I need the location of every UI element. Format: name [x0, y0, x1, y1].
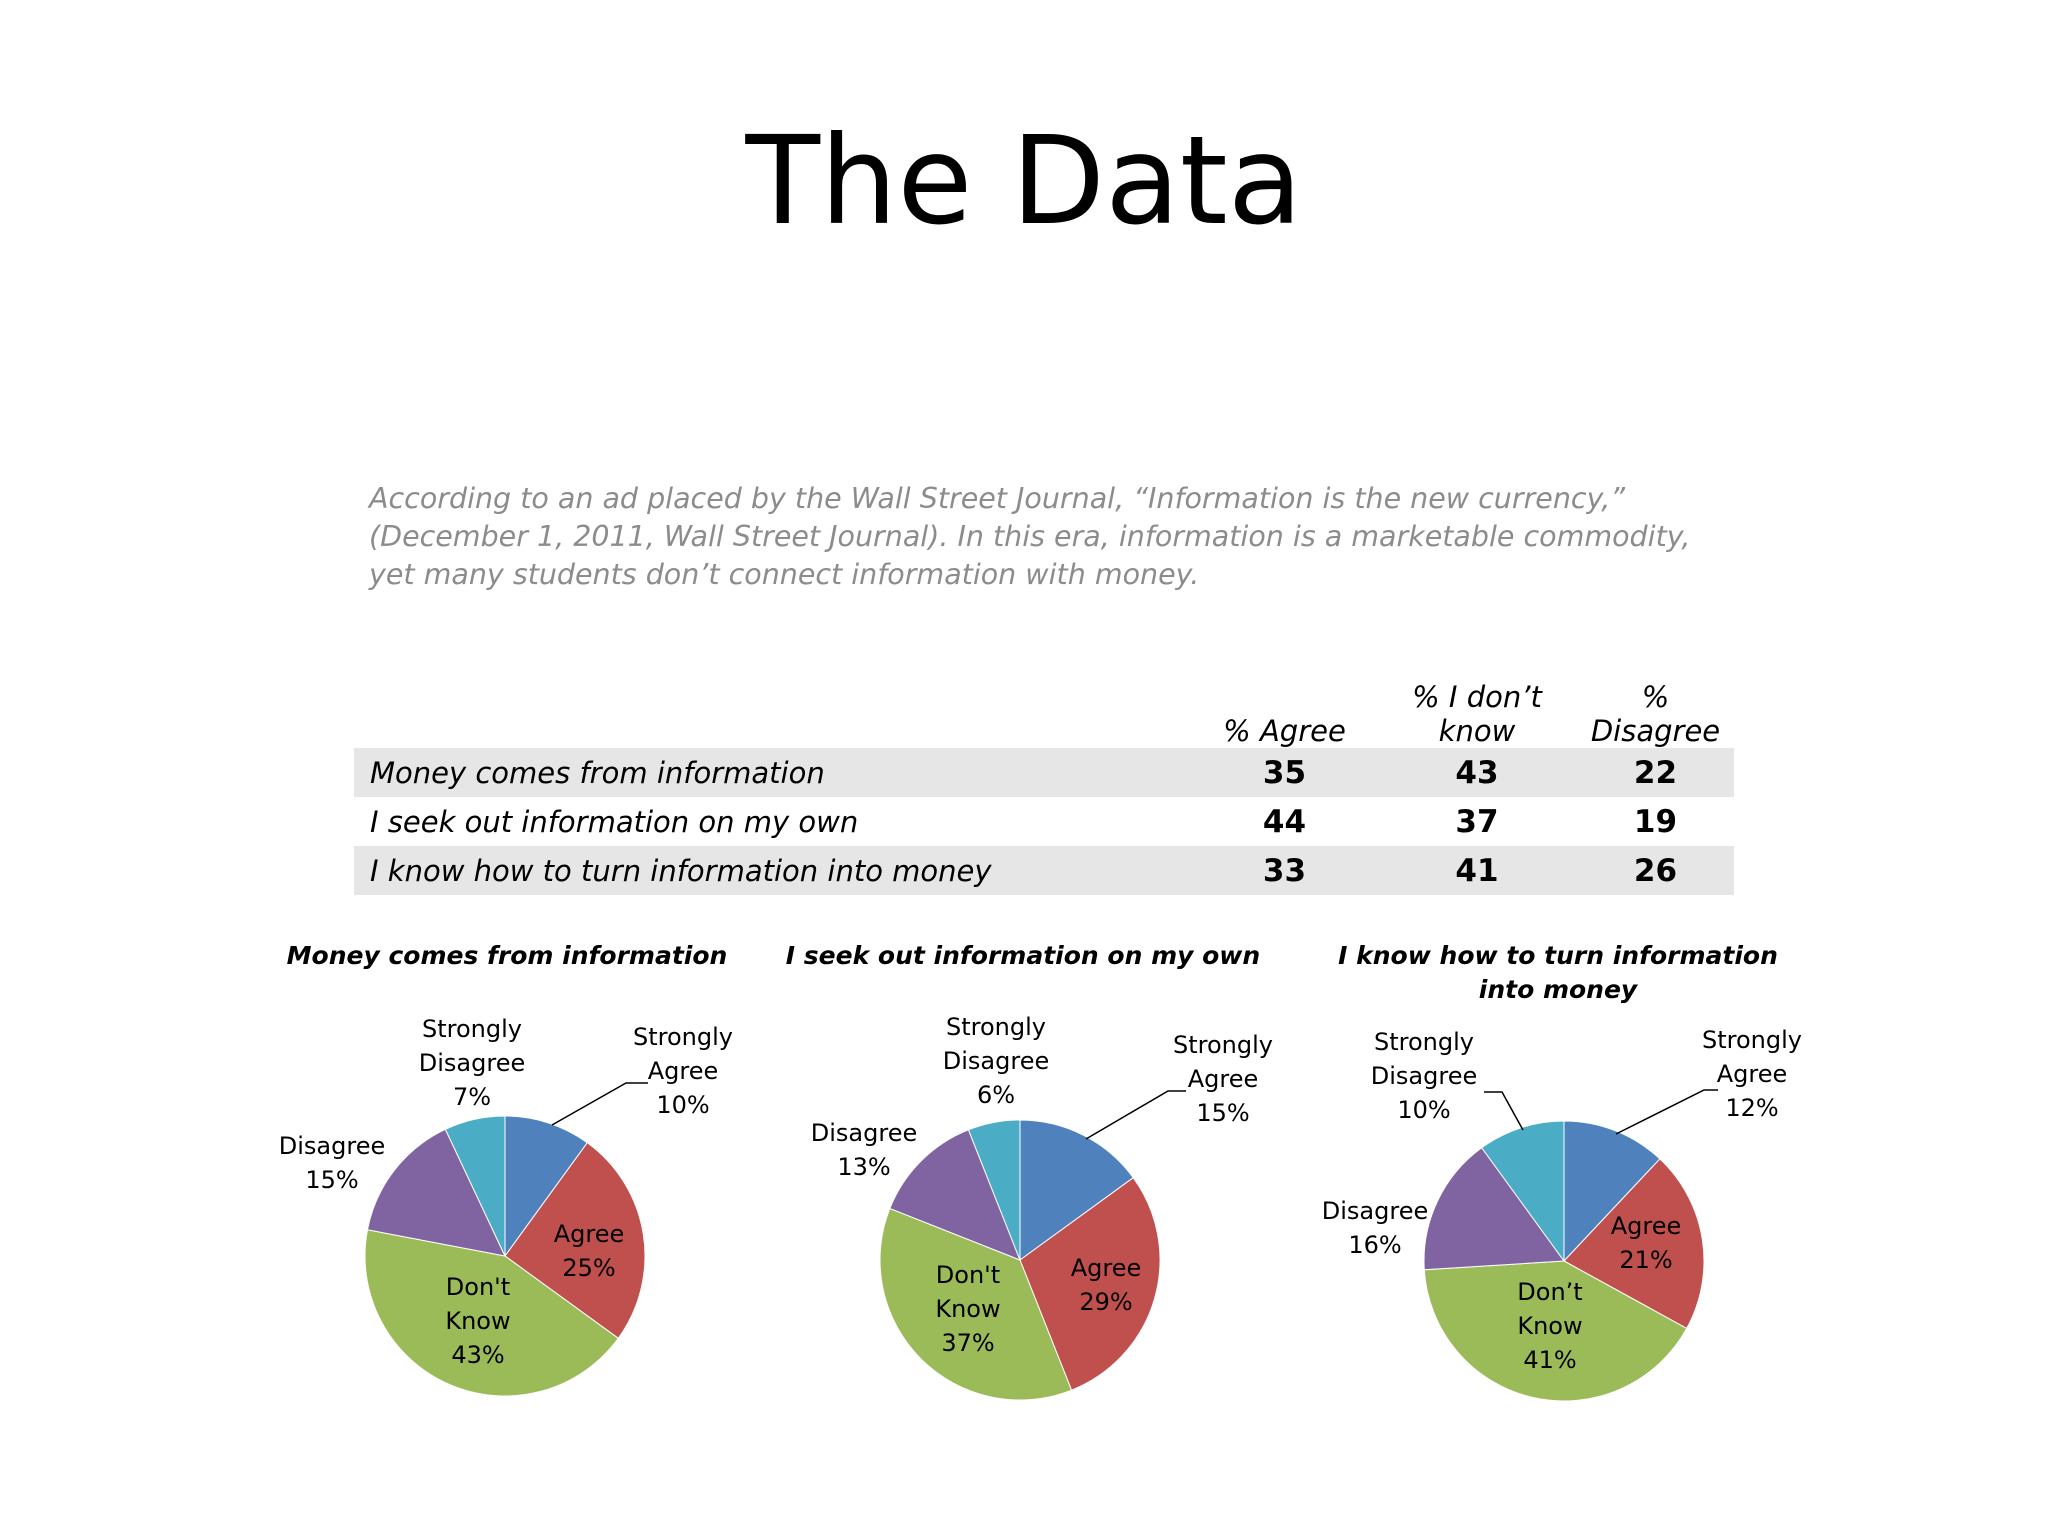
pie-3-leader-line — [1616, 1090, 1718, 1134]
table-header-agree: % Agree — [1223, 714, 1346, 748]
pie-1-leader-line — [552, 1083, 648, 1125]
slide-title: The Data — [745, 110, 1303, 252]
pie-1-label-strongly-disagree: Strongly Disagree 7% — [418, 1015, 526, 1111]
row-statement: I seek out information on my own — [370, 804, 859, 839]
intro-paragraph: According to an ad placed by the Wall Street Journal, “Information is the new currency,” (December 1, 2011, Wall Street Journal). In this era, information is a marketable commodity, yet many students don’t connect information with money. — [369, 482, 1691, 591]
pie-1-label-disagree: Disagree 15% — [278, 1132, 386, 1194]
pie-3-label-agree: Agree 21% — [1610, 1212, 1682, 1274]
pie-1-label-agree: Agree 25% — [553, 1220, 625, 1282]
row-statement: I know how to turn information into money — [354, 846, 1192, 895]
pie-chart-1 — [279, 1015, 733, 1396]
row-dont-know: 37 — [1455, 803, 1499, 840]
pie-chart-2 — [811, 1013, 1273, 1400]
pie-2-label-agree: Agree 29% — [1070, 1254, 1142, 1316]
table-header-disagree: % Disagree — [1590, 680, 1721, 748]
pie-2-label-strongly-agree: Strongly Agree 15% — [1173, 1031, 1273, 1127]
pie-2-label-strongly-disagree: Strongly Disagree 6% — [942, 1013, 1050, 1109]
pie-1-title: Money comes from information — [286, 941, 728, 970]
row-agree: 44 — [1262, 803, 1307, 840]
row-disagree: 26 — [1577, 846, 1734, 895]
pie-2-label-disagree: Disagree 13% — [810, 1119, 918, 1181]
pie-3-title: I know how to turn information into money — [1338, 941, 1778, 1004]
row-dont-know: 43 — [1377, 748, 1577, 797]
pie-1-label-strongly-agree: Strongly Agree 10% — [633, 1023, 733, 1119]
pie-2-leader-line — [1086, 1091, 1186, 1139]
pie-1-label-dont-know: Don't Know 43% — [445, 1273, 511, 1369]
pie-2-label-dont-know: Don't Know 37% — [935, 1261, 1001, 1357]
row-disagree: 19 — [1633, 803, 1678, 840]
row-dont-know: 41 — [1377, 846, 1577, 895]
row-disagree: 22 — [1577, 748, 1734, 797]
pie-3-label-dont-know: Don’t Know 41% — [1517, 1278, 1583, 1374]
pie-2-title: I seek out information on my own — [785, 941, 1261, 970]
pie-3-label-disagree: Disagree 16% — [1321, 1197, 1429, 1259]
pie-chart-3 — [1322, 1026, 1802, 1401]
row-agree: 33 — [1192, 846, 1377, 895]
table-header-dont-know: % I don’t know — [1412, 680, 1542, 748]
pie-3-label-strongly-agree: Strongly Agree 12% — [1702, 1026, 1802, 1122]
pie-3-leader-line — [1484, 1092, 1523, 1130]
row-agree: 35 — [1192, 748, 1377, 797]
pie-3-label-strongly-disagree: Strongly Disagree 10% — [1370, 1028, 1478, 1124]
row-statement: Money comes from information — [354, 748, 1192, 797]
